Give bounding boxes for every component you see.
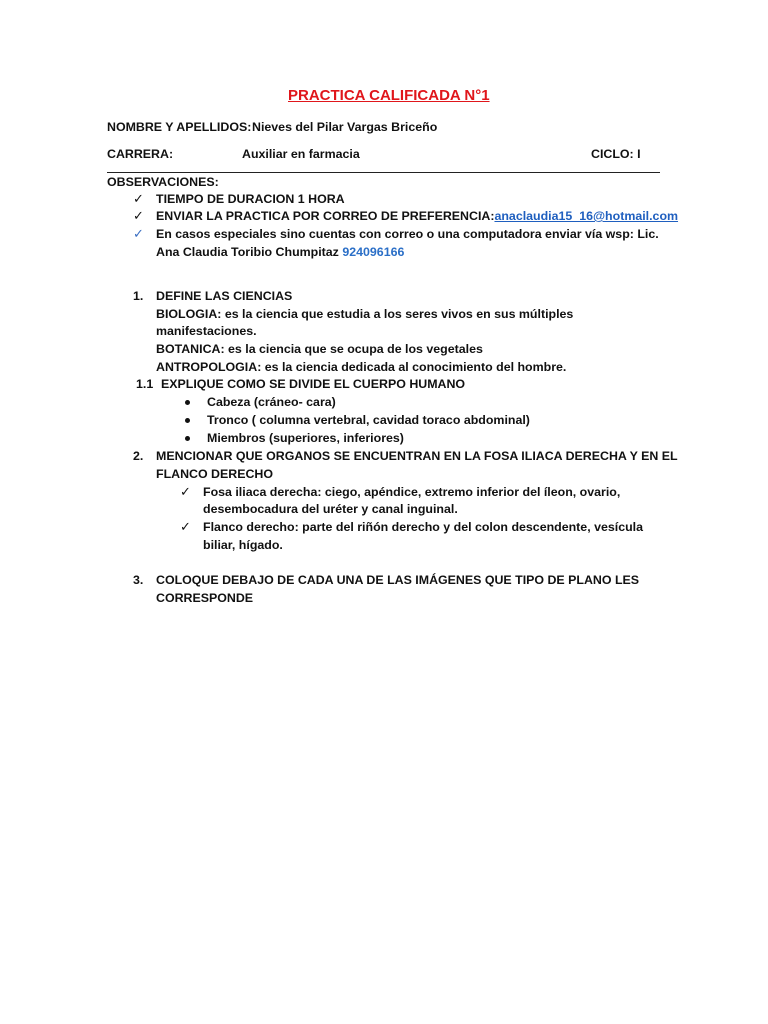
observation-special-line1: En casos especiales sino cuentas con correo o una computadora enviar vía wsp: Lic. bbox=[156, 227, 659, 241]
career-label: CARRERA: bbox=[107, 147, 174, 161]
phone-number: 924096166 bbox=[342, 245, 405, 259]
section-1-1-number: 1.1 bbox=[136, 377, 154, 391]
bullet-icon bbox=[185, 436, 190, 441]
cycle-value: CICLO: I bbox=[591, 147, 641, 161]
observations-label: OBSERVACIONES: bbox=[107, 175, 219, 189]
observation-email-text: ENVIAR LA PRACTICA POR CORREO DE PREFERENCIA: bbox=[156, 209, 495, 223]
section-3-number: 3. bbox=[133, 573, 144, 587]
email-link[interactable]: anaclaudia15_16@hotmail.com bbox=[494, 209, 679, 223]
section-2-number: 2. bbox=[133, 449, 144, 463]
section-2-item-line2: desembocadura del uréter y canal inguinal. bbox=[203, 502, 458, 516]
section-1-heading: DEFINE LAS CIENCIAS bbox=[156, 289, 293, 303]
section-1-1-bullet: Tronco ( columna vertebral, cavidad toraco abdominal) bbox=[207, 413, 530, 427]
name-label: NOMBRE Y APELLIDOS: bbox=[107, 120, 252, 134]
bullet-icon bbox=[185, 400, 190, 405]
observation-special-line2 bbox=[156, 244, 404, 260]
observation-duration: TIEMPO DE DURACION 1 HORA bbox=[156, 192, 345, 206]
check-icon: ✓ bbox=[133, 226, 144, 241]
section-1-line: manifestaciones. bbox=[156, 324, 257, 338]
section-1-number: 1. bbox=[133, 289, 144, 303]
section-1-line: BOTANICA: es la ciencia que se ocupa de los vegetales bbox=[156, 342, 483, 356]
check-icon: ✓ bbox=[133, 208, 144, 223]
observation-email bbox=[156, 208, 678, 224]
section-2-item-line2: biliar, hígado. bbox=[203, 538, 283, 552]
section-2-heading-line1: MENCIONAR QUE ORGANOS SE ENCUENTRAN EN LA FOSA ILIACA DERECHA Y EN EL bbox=[156, 449, 678, 463]
section-2-item-line1: Flanco derecho: parte del riñón derecho y del colon descendente, vesícula bbox=[203, 520, 643, 534]
check-icon: ✓ bbox=[180, 484, 191, 499]
check-icon: ✓ bbox=[180, 519, 191, 534]
section-1-line: ANTROPOLOGIA: es la ciencia dedicada al conocimiento del hombre. bbox=[156, 360, 567, 374]
header-divider bbox=[107, 172, 660, 173]
section-1-1-heading: EXPLIQUE COMO SE DIVIDE EL CUERPO HUMANO bbox=[161, 377, 466, 391]
career-value: Auxiliar en farmacia bbox=[242, 147, 360, 161]
section-1-1-bullet: Miembros (superiores, inferiores) bbox=[207, 431, 404, 445]
section-1-1-bullet: Cabeza (cráneo- cara) bbox=[207, 395, 336, 409]
section-2-heading-line2: FLANCO DERECHO bbox=[156, 467, 274, 481]
section-2-item-line1: Fosa iliaca derecha: ciego, apéndice, extremo inferior del íleon, ovario, bbox=[203, 485, 621, 499]
section-3-heading-line1: COLOQUE DEBAJO DE CADA UNA DE LAS IMÁGENES QUE TIPO DE PLANO LES bbox=[156, 573, 640, 587]
check-icon: ✓ bbox=[133, 191, 144, 206]
name-value: Nieves del Pilar Vargas Briceño bbox=[252, 120, 438, 134]
section-1-line: BIOLOGIA: es la ciencia que estudia a los seres vivos en sus múltiples bbox=[156, 307, 574, 321]
section-3-heading-line2: CORRESPONDE bbox=[156, 591, 254, 605]
observation-contact-name: Ana Claudia Toribio Chumpitaz bbox=[156, 245, 339, 259]
bullet-icon bbox=[185, 418, 190, 423]
page-title: PRACTICA CALIFICADA N°1 bbox=[288, 87, 490, 104]
